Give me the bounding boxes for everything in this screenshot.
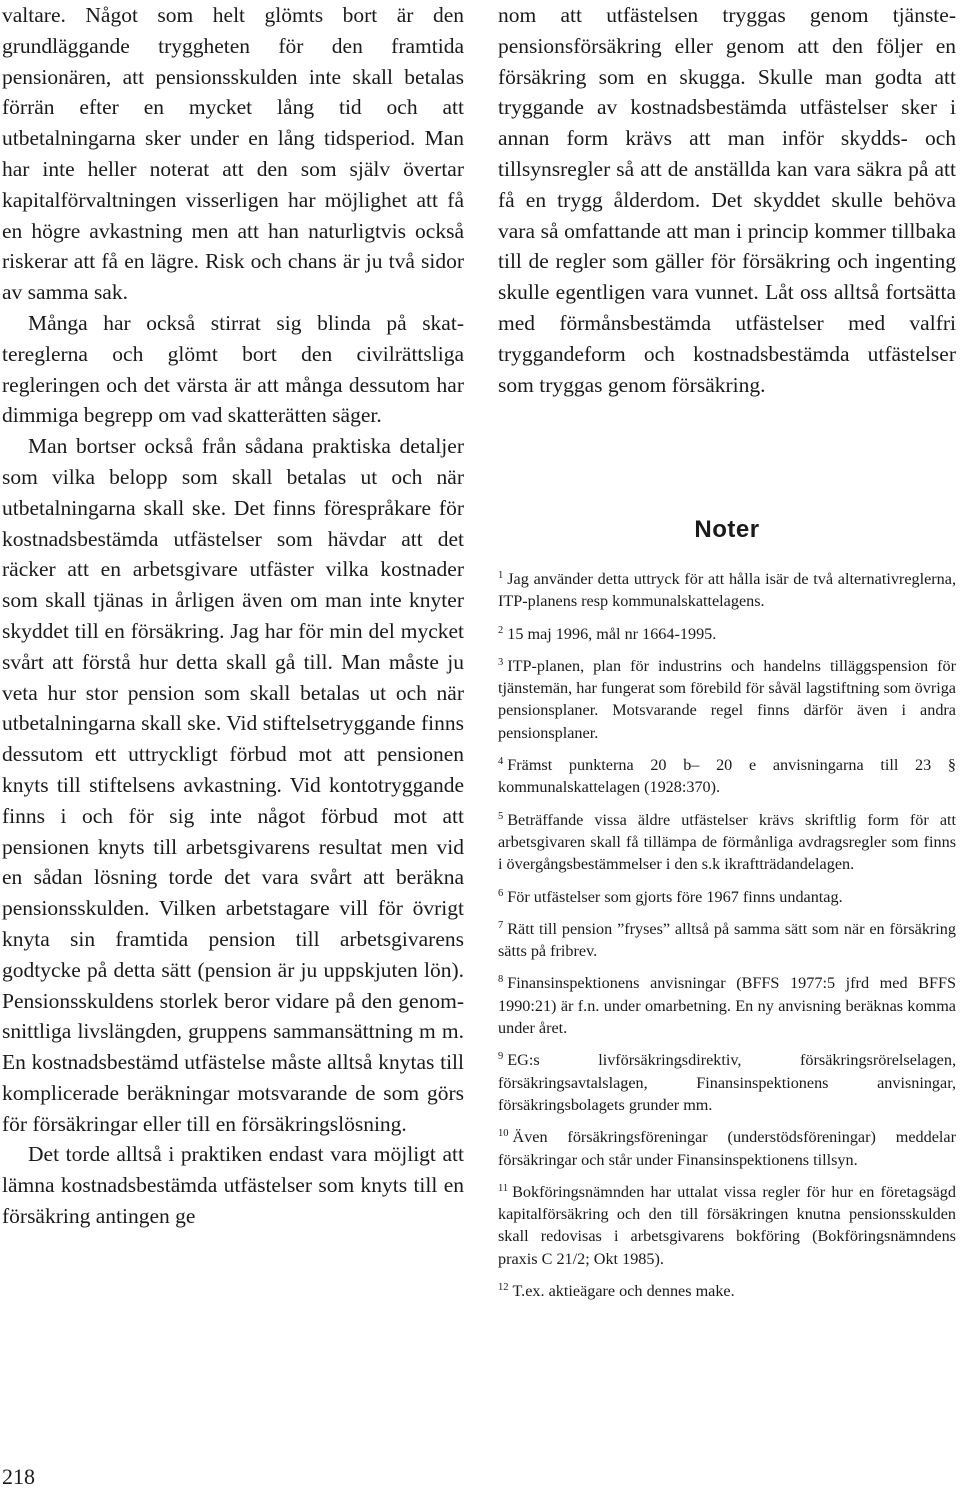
body-paragraph: Man bortser också från sådana praktiska detaljer som vilka belopp som skall betalas ut och när utbetalningarna skall ske. Det finns förespråkare för kostnadsbestämda utfästelser som hävdar att det räcker att en arbetsgivare utfäster vilka kostnader som skall tjänas in årligen även om man inte knyter skyddet till en försäkring. Jag har för min del mycket svårt att förstå hur detta skall gå till. Man måste ju veta hur stor pension som skall betalas ut och när utbetalningarna skall ske. Vid stiftelsetryggande finns dessutom ett uttryckligt förbud mot att pensionen knyts till stiftelsens avkastning. Vid kontotryggande finns i och för sig inte något förbud mot att pensionen knyts till arbetsgivarens resultat men vid en sådan lösning torde det vara svårt att beräkna pensionsskulden. Vilken arbetstagare vill för övrigt knyta sin framtida pension till arbetsgivarens godtycke på detta sätt (pension är ju uppskjuten lön). Pensionsskuldens storlek beror vidare på den genomsnittliga livslängden, gruppens sammansättning m m. En kostnadsbestämd utfästelse måste alltså knytas till komplicerade beräkningar motsvarande de som görs för försäkringar eller till en försäkringslösning. [2, 434, 464, 1136]
footnote-number: 3 [498, 656, 504, 668]
footnote [498, 754, 956, 799]
footnote-number: 2 [498, 624, 504, 636]
footnote [498, 918, 956, 963]
footnote-number: 1 [498, 570, 504, 581]
footnote [498, 809, 956, 876]
page-number: 218 [2, 1464, 35, 1489]
footnote-number: 9 [498, 1051, 504, 1063]
footnote-number: 5 [498, 810, 504, 822]
body-paragraph: Många har också stirrat sig blinda på skattereglerna och glömt bort den civilrättsliga regleringen och det värsta är att många dessutom har dimmiga begrepp om vad skatterätten säger. [2, 310, 464, 428]
footnote-number: 11 [498, 1182, 509, 1194]
right-column [498, 0, 956, 400]
footnote-text: För utfästelser som gjorts före 1967 finns undantag. [507, 887, 843, 906]
footnote [498, 886, 956, 908]
footnote-text: Beträffande vissa äldre utfästelser krävs skriftlig form för att arbetsgivaren skall få tillämpa de förmånliga avdragsregler som finns i övergångsbestämmelser i den s.k ikraftträdandelagen. [498, 810, 956, 874]
footnote-text: Främst punkterna 20 b– 20 e anvisningarna till 23 § kommunalskattelagen (1928:370). [498, 756, 956, 797]
footnote-text: Bokföringsnämnden har uttalat vissa regler för hur en företagsägd kapitalförsäkring och den till försäkringen knutna pensionsskulden skall redovisas i arbetsgivarens bokföring (Bokföringsnämndens praxis C 21/2; Okt 1985). [498, 1182, 956, 1268]
footnote-number: 12 [498, 1282, 509, 1294]
footnotes-list [498, 568, 956, 1312]
body-paragraph: nom att utfästelsen tryggas genom tjänstepensionsförsäkring eller genom att den följer en försäkring som en skugga. Skulle man godta att tryggande av kostnadsbestämda utfästelser sker i annan form krävs att man inför skydds- och tillsynsregler så att de anställda kan vara säkra på att få en trygg ålderdom. Det skyddet skulle behöva vara så omfattande att man i princip kommer tillbaka till de regler som gäller för försäkring och ingenting skulle egentligen vara vunnet. Låt oss alltså fortsätta med förmånsbestämda utfästelser med valfri tryggandeform och kostnadsbestämda utfästelser som tryggas genom försäkring. [498, 3, 956, 397]
footnote-text: T.ex. aktieägare och dennes make. [512, 1282, 735, 1301]
footnote-number: 8 [498, 974, 504, 986]
footnote [498, 623, 956, 645]
body-paragraph: Det torde alltså i praktiken endast vara möjligt att lämna kostnadsbestämda utfästelser som knyts till en försäkring antingen ge [2, 1142, 464, 1229]
footnote [498, 1181, 956, 1270]
left-column [2, 0, 464, 1232]
footnote-number: 7 [498, 919, 504, 931]
footnote [498, 568, 956, 613]
footnote-text: Finansinspektionens anvisningar (BFFS 1977:5 jfrd med BFFS 1990:21) är f.n. under omarbetning. En ny anvisning beräknas komma under året. [498, 974, 956, 1038]
footnote [498, 972, 956, 1039]
footnote [498, 1280, 956, 1302]
footnote-number: 6 [498, 887, 504, 899]
footnote [498, 1126, 956, 1171]
footnote [498, 655, 956, 744]
body-paragraph: valtare. Något som helt glömts bort är den grundläggande tryggheten för den framtida pensionären, att pensionsskulden inte skall betalas förrän efter en mycket lång tid och att utbetalningarna sker under en lång tidsperiod. Man har inte heller noterat att den som själv övertar kapitalförvaltningen visserligen har möjlighet att få en högre avkastning men att han naturligtvis också riskerar att få en lägre. Risk och chans är ju två sidor av samma sak. [2, 3, 464, 305]
footnote [498, 1049, 956, 1116]
footnote-text: 15 maj 1996, mål nr 1664-1995. [507, 624, 717, 643]
notes-heading: Noter [694, 516, 760, 543]
footnote-text: Jag använder detta uttryck för att hålla isär de två alternativreglerna, ITP-planens resp kommunalskattelagens. [498, 570, 956, 611]
footnote-text: Även försäkringsföreningar (understödsföreningar) meddelar försäkringar och står under Finansinspektionens tillsyn. [498, 1128, 956, 1169]
footnote-number: 10 [498, 1128, 509, 1140]
footnote-text: EG:s livförsäkringsdirektiv, försäkringsrörelselagen, försäkringsavtalslagen, Finansinspektionens anvisningar, försäkringsbolagets grunder mm. [498, 1051, 956, 1114]
footnote-text: ITP-planen, plan för industrins och handelns tilläggspension för tjänstemän, har fungerat som förebild för såväl lagstiftning som övriga pensionsplaner. Motsvarande regel finns därför även i andra pensionsplaner. [498, 656, 956, 742]
footnote-text: Rätt till pension ”fryses” alltså på samma sätt som när en försäkring sätts på fribrev. [498, 919, 956, 961]
footnote-number: 4 [498, 756, 504, 768]
